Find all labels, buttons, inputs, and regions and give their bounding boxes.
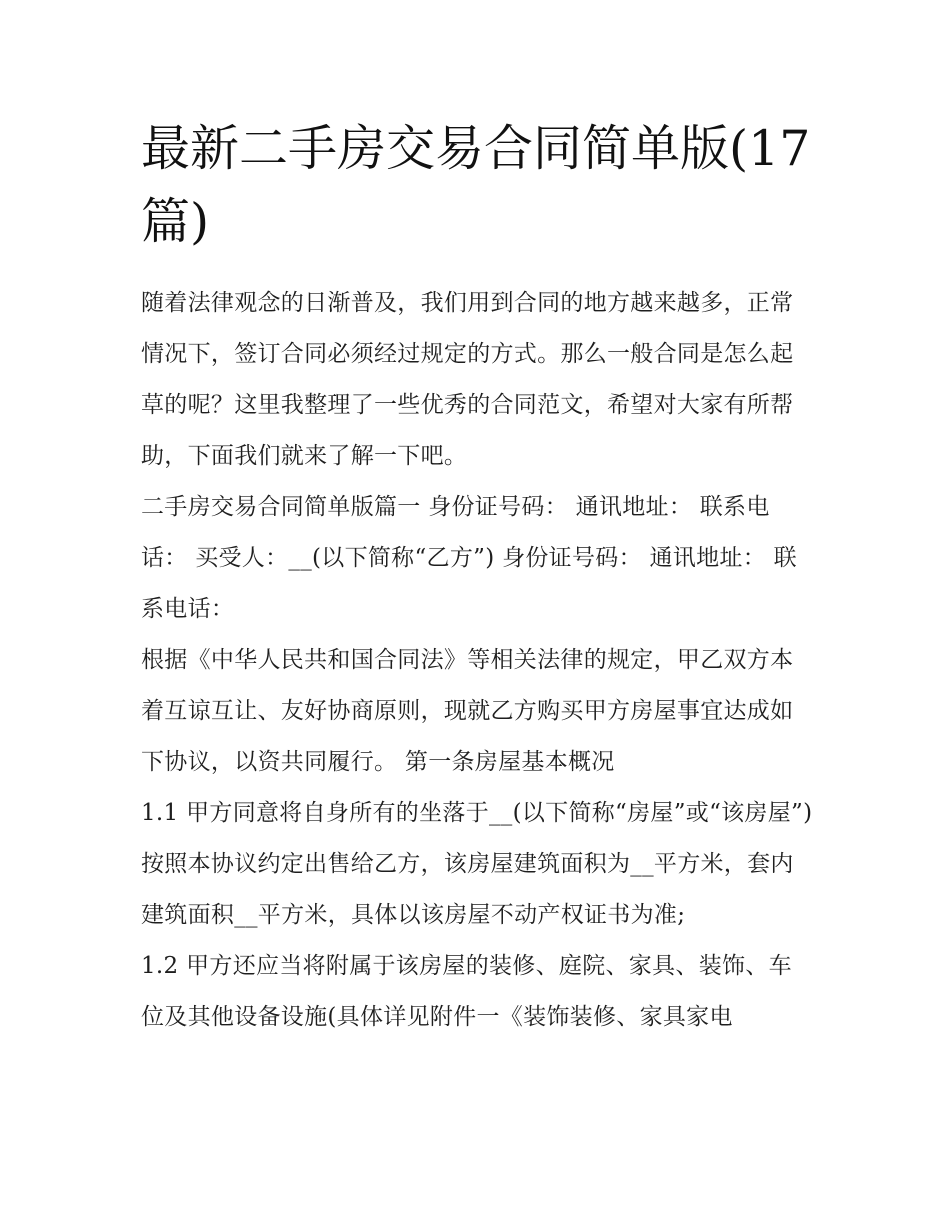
paragraph-intro: 随着法律观念的日渐普及，我们用到合同的地方越来越多，正常情况下，签订合同必须经过规定的方式。那么一般合同是怎么起草的呢？这里我整理了一些优秀的合同范文，希望对大家有所帮助，下面我们就来了解一下吧。	[141, 290, 794, 469]
paragraph-clause-1-1: 1.1 甲方同意将自身所有的坐落于__(以下简称“房屋”或“该房屋”)按照本协议约定出售给乙方，该房屋建筑面积为__平方米，套内建筑面积__平方米，具体以该房屋不动产权证书为准;	[141, 800, 813, 928]
paragraph-preamble: 根据《中华人民共和国合同法》等相关法律的规定，甲乙双方本着互谅互让、友好协商原则，现就乙方购买甲方房屋事宜达成如下协议，以资共同履行。 第一条房屋基本概况	[141, 647, 794, 775]
paragraph-clause-1-2: 1.2 甲方还应当将附属于该房屋的装修、庭院、家具、装饰、车位及其他设备设施(具体详见附件一《装饰装修、家具家电	[141, 953, 792, 1030]
paragraph-parties: 二手房交易合同简单版篇一 身份证号码： 通讯地址： 联系电话： 买受人：__(以下简称“乙方”) 身份证号码： 通讯地址： 联系电话：	[141, 494, 797, 622]
document-title: 最新二手房交易合同简单版(17篇)	[141, 120, 811, 250]
document-body	[141, 112, 813, 1043]
